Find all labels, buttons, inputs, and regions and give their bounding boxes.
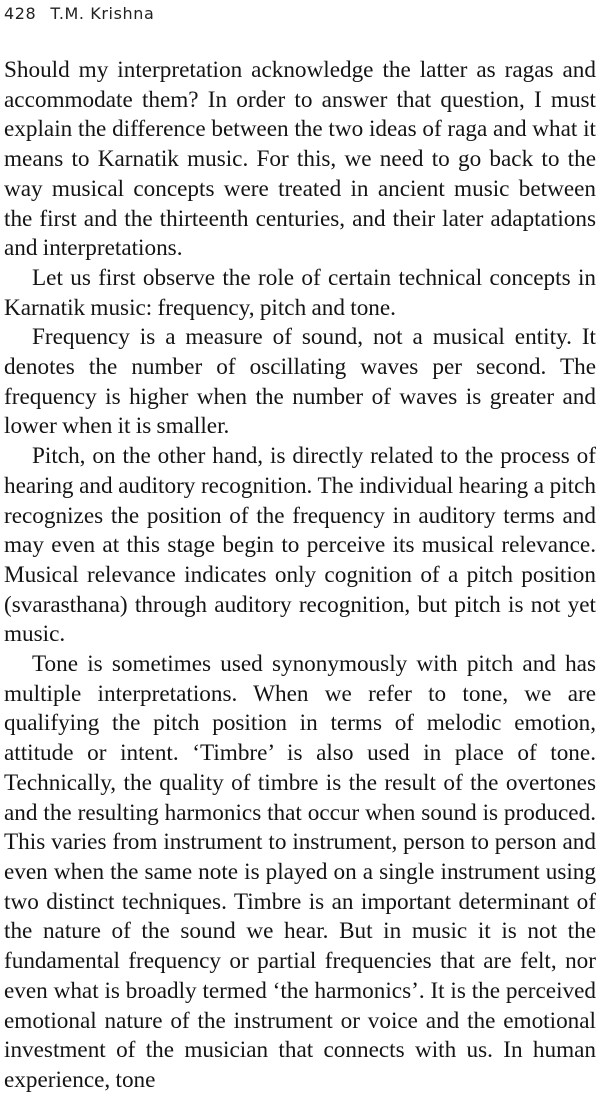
author-name: T.M. Krishna bbox=[50, 4, 155, 23]
running-head bbox=[4, 4, 154, 23]
paragraph: Frequency is a measure of sound, not a musical entity. It denotes the number of oscillating waves per second. The frequency is higher when the number of waves is greater and lower when it is smaller. bbox=[4, 324, 596, 440]
paragraph: Pitch, on the other hand, is directly related to the process of hearing and auditory recognition. The individual hearing a pitch recognizes the position of the frequency in auditory terms and may even at this stage begin to perceive its musical relevance. Musical relevance indicates only cognition of a pitch position (svarasthana) through auditory recognition, but pitch is not yet music. bbox=[4, 443, 596, 648]
page-number: 428 bbox=[4, 4, 37, 23]
paragraph: Let us first observe the role of certain technical concepts in Karnatik music: frequency, pitch and tone. bbox=[4, 264, 596, 321]
paragraph: Tone is sometimes used synonymously with pitch and has multiple interpretations. When we refer to tone, we are qualifying the pitch position in terms of melodic emotion, attitude or intent. ‘Timbre’ is also used in place of tone. Technically, the quality of timbre is the result of the overtones and the resulting harmonics that occur when sound is produced. This varies from instrument to instrument, person to person and even when the same note is played on a single instrument using two distinct techniques. Timbre is an important determinant of the nature of the sound we hear. But in music it is not the fundamental frequency or partial frequencies that are felt, nor even what is broadly termed ‘the harmonics’. It is the perceived emotional nature of the instrument or voice and the emotional investment of the musician that connects with us. In human experience, tone bbox=[4, 651, 596, 1093]
page-body bbox=[4, 56, 596, 1096]
paragraph: Should my interpretation acknowledge the latter as ragas and accommodate them? In order to answer that question, I must explain the difference between the two ideas of raga and what it means to Karnatik music. For this, we need to go back to the way musical concepts were treated in ancient music between the first and the thirteenth centuries, and their later adaptations and interpretations. bbox=[4, 57, 596, 262]
